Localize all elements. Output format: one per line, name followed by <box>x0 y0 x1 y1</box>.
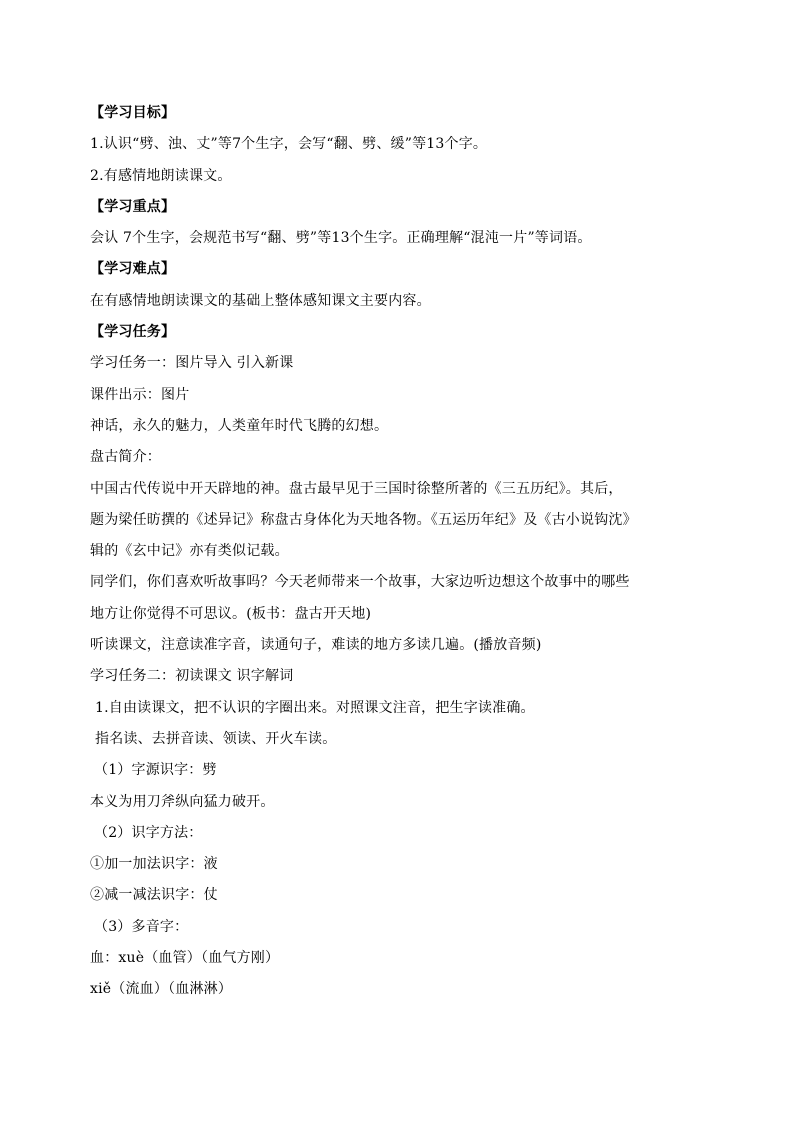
polyphone-xie-line: xiě（流血）（血淋淋） <box>90 981 233 998</box>
listen-read-line: 听读课文，注意读准字音，读通句子，难读的地方多读几遍。(播放音频) <box>90 637 542 654</box>
pangu-intro-line-2: 题为梁任昉撰的《述异记》称盘古身体化为天地各物。《五运历年纪》及《古小说钩沈》 <box>90 511 637 528</box>
story-prompt-line-2: 地方让你觉得不可思议。(板书：盘古开天地) <box>90 605 372 622</box>
task-two-title: 学习任务二：初读课文 识字解词 <box>90 668 294 685</box>
free-reading-step: 1.自由读课文，把不认识的字圈出来。对照课文注音，把生字读准确。 <box>95 699 535 716</box>
method-add-line: ①加一加法识字：液 <box>90 856 218 873</box>
story-prompt-line-1: 同学们，你们喜欢听故事吗？今天老师带来一个故事，大家边听边想这个故事中的哪些 <box>90 574 630 591</box>
goal-item-1: 1.认识“劈、浊、丈”等7个生字，会写“翻、劈、缓”等13个字。 <box>90 136 488 153</box>
task-one-title: 学习任务一：图片导入 引入新课 <box>90 355 294 372</box>
section-heading-difficulties: 【学习难点】 <box>90 261 176 278</box>
pangu-intro-line-3: 辑的《玄中记》亦有类似记载。 <box>90 543 289 560</box>
section-heading-learning-goals: 【学习目标】 <box>90 105 176 121</box>
document-body <box>90 98 710 1006</box>
character-methods-item: （2）识字方法： <box>94 824 203 841</box>
key-points-text: 会认 7个生字，会规范书写“翻、劈”等13个生字。正确理解“混沌一片”等词语。 <box>90 230 592 247</box>
myth-intro-line: 神话，永久的魅力，人类童年时代飞腾的幻想。 <box>90 417 389 434</box>
section-heading-learning-tasks: 【学习任务】 <box>90 324 176 341</box>
character-origin-item: （1）字源识字：劈 <box>94 762 217 779</box>
goal-item-2: 2.有感情地朗读课文。 <box>90 167 232 184</box>
pangu-intro-line-1: 中国古代传说中开天辟地的神。盘古最早见于三国时徐整所著的《三五历纪》。其后， <box>90 480 623 497</box>
method-subtract-line: ②减一减法识字：仗 <box>90 887 218 904</box>
reading-methods-line: 指名读、去拼音读、领读、开火车读。 <box>95 730 337 747</box>
section-heading-key-points: 【学习重点】 <box>90 198 176 215</box>
difficulties-text: 在有感情地朗读课文的基础上整体感知课文主要内容。 <box>90 292 431 309</box>
polyphone-item: （3）多音字： <box>94 918 189 935</box>
polyphone-xue-line: 血：xuè（血管）（血气方刚） <box>90 950 280 967</box>
character-origin-meaning: 本义为用刀斧纵向猛力破开。 <box>90 793 275 810</box>
pangu-intro-label: 盘古简介： <box>90 449 161 466</box>
courseware-line: 课件出示：图片 <box>90 386 190 403</box>
